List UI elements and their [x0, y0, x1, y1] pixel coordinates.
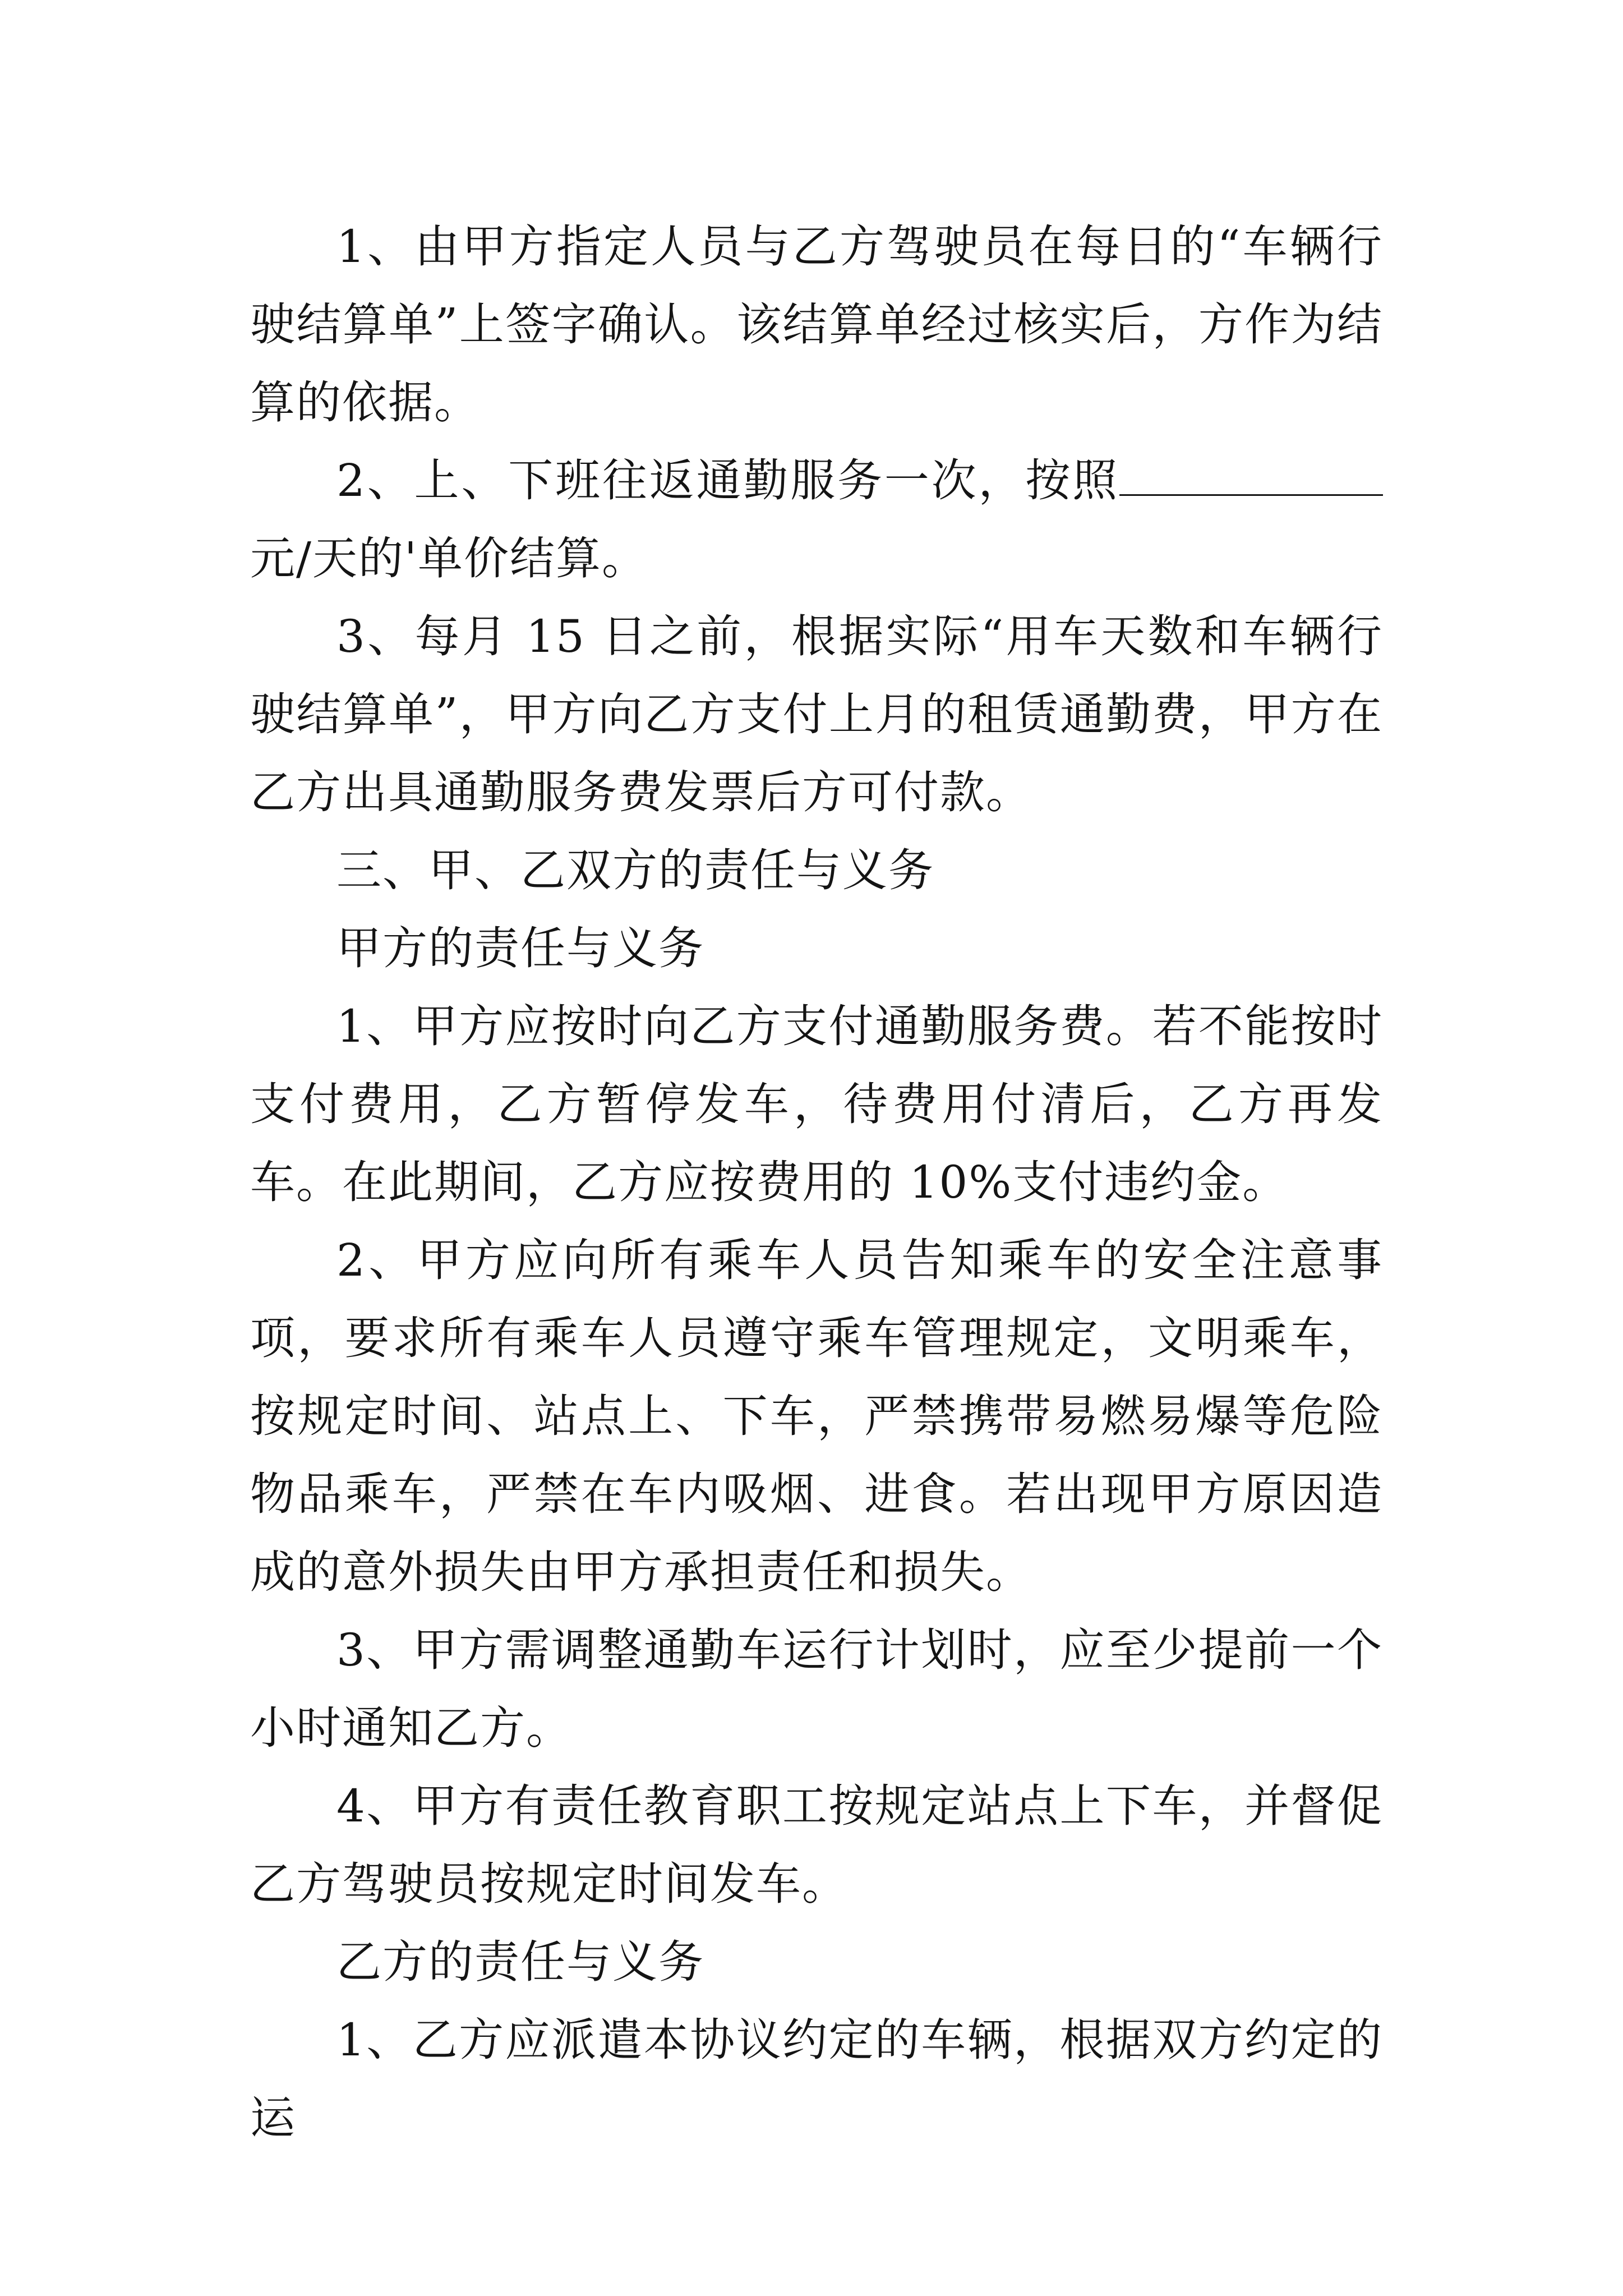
subheading-party-b: 乙方的责任与义务	[336, 1936, 704, 1988]
subheading-party-a: 甲方的责任与义务	[336, 922, 704, 974]
settlement-2-text-after: 元/天的'单价结算。	[250, 532, 648, 585]
section-heading-responsibilities: 三、甲、乙双方的责任与义务	[336, 844, 934, 896]
price-blank-field[interactable]	[1119, 458, 1383, 496]
paragraph-party-a-2: 2、甲方应向所有乘车人员告知乘车的安全注意事项，要求所有乘车人员遵守乘车管理规定，文明乘车，按规定时间、站点上、下车，严禁携带易燃易爆等危险物品乘车，严禁在车内吸烟、进食。若出现甲方原因造成的意外损失由甲方承担责任和损失。	[250, 1234, 1383, 1598]
paragraph-settlement-3: 3、每月 15 日之前，根据实际“用车天数和车辆行驶结算单”，甲方向乙方支付上月的租赁通勤费，甲方在乙方出具通勤服务费发票后方可付款。	[250, 610, 1383, 818]
paragraph-party-a-3: 3、甲方需调整通勤车运行计划时，应至少提前一个小时通知乙方。	[250, 1624, 1383, 1754]
paragraph-settlement-1: 1、由甲方指定人员与乙方驾驶员在每日的“车辆行驶结算单”上签字确认。该结算单经过核实后，方作为结算的依据。	[250, 220, 1383, 429]
paragraph-party-a-1: 1、甲方应按时向乙方支付通勤服务费。若不能按时支付费用，乙方暂停发车，待费用付清后，乙方再发车。在此期间，乙方应按费用的 10%支付违约金。	[250, 1000, 1383, 1208]
paragraph-party-a-4: 4、甲方有责任教育职工按规定站点上下车，并督促乙方驾驶员按规定时间发车。	[250, 1780, 1383, 1910]
settlement-2-text-before: 2、上、下班往返通勤服务一次，按照	[336, 454, 1119, 507]
paragraph-party-b-1: 1、乙方应派遣本协议约定的车辆，根据双方约定的运	[250, 2014, 1383, 2144]
paragraph-settlement-2	[250, 441, 1383, 597]
document-page	[250, 208, 1383, 2157]
